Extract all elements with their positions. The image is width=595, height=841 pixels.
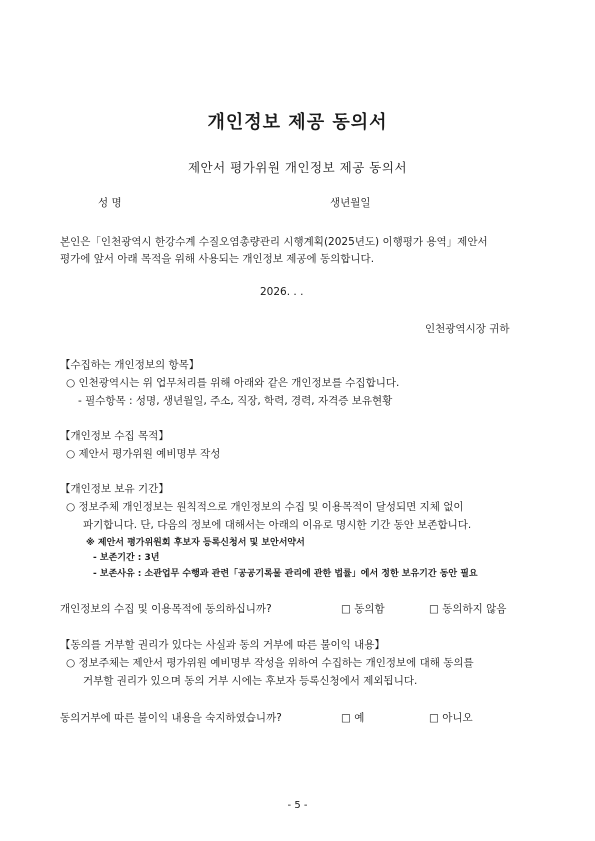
consent-question: 개인정보의 수집 및 이용목적에 동의하십니까? (60, 603, 272, 615)
document-title: 개인정보 제공 동의서 (207, 112, 388, 133)
consent-agree-checkbox[interactable]: □ 동의함 (341, 603, 385, 615)
retention-reason: - 보존사유 : 소관업무 수행과 관련「공공기록물 관리에 관한 법률」에서 정한 보유기간 동안 필요 (93, 569, 478, 579)
section-heading-retention: 【개인정보 보유 기간】 (60, 483, 169, 495)
birthdate-label: 생년월일 (330, 197, 371, 209)
addressee: 인천광역시장 귀하 (425, 323, 510, 335)
page-number: - 5 - (287, 800, 308, 811)
section-heading-purpose: 【개인정보 수집 목적】 (60, 430, 169, 442)
acknowledge-yes-checkbox[interactable]: □ 예 (341, 712, 365, 724)
refuse-bullet-line-2: 거부할 권리가 있으며 동의 거부 시에는 후보자 등록신청에서 제외됩니다. (83, 675, 418, 687)
section-heading-right-to-refuse: 【동의를 거부할 권리가 있다는 사실과 동의 거부에 따른 불이익 내용】 (60, 639, 385, 651)
acknowledge-no-checkbox[interactable]: □ 아니오 (429, 712, 473, 724)
consent-disagree-checkbox[interactable]: □ 동의하지 않음 (429, 603, 507, 615)
required-items-list: - 필수항목 : 성명, 생년월일, 주소, 직장, 학력, 경력, 자격증 보유현황 (78, 395, 393, 407)
section-heading-collected-items: 【수집하는 개인정보의 항목】 (60, 359, 200, 371)
signature-date: 2026. . . (260, 286, 304, 298)
retention-note-title: ※ 제안서 평가위원회 후보자 등록신청서 및 보안서약서 (86, 538, 305, 548)
retention-bullet-line-1: ○ 정보주체 개인정보는 원칙적으로 개인정보의 수집 및 이용목적이 달성되면 지체 없이 (66, 501, 464, 513)
intro-line-1: 본인은「인천광역시 한강수계 수질오염총량관리 시행계획(2025년도) 이행평가 용역」제안서 (60, 236, 488, 248)
document-subtitle: 제안서 평가위원 개인정보 제공 동의서 (187, 160, 408, 175)
collected-items-bullet: ○ 인천광역시는 위 업무처리를 위해 아래와 같은 개인정보를 수집합니다. (66, 377, 400, 389)
purpose-bullet: ○ 제안서 평가위원 예비명부 작성 (66, 448, 221, 460)
refuse-bullet-line-1: ○ 정보주체는 제안서 평가위원 예비명부 작성을 위하여 수집하는 개인정보에 대해 동의를 (66, 657, 474, 669)
intro-line-2: 평가에 앞서 아래 목적을 위해 사용되는 개인정보 제공에 동의합니다. (60, 253, 375, 265)
retention-period: - 보존기간 : 3년 (93, 553, 160, 563)
acknowledge-question: 동의거부에 따른 불이익 내용을 숙지하였습니까? (60, 712, 282, 724)
name-label: 성 명 (98, 197, 122, 209)
retention-bullet-line-2: 파기합니다. 단, 다음의 정보에 대해서는 아래의 이유로 명시한 기간 동안 보존합니다. (83, 519, 472, 531)
